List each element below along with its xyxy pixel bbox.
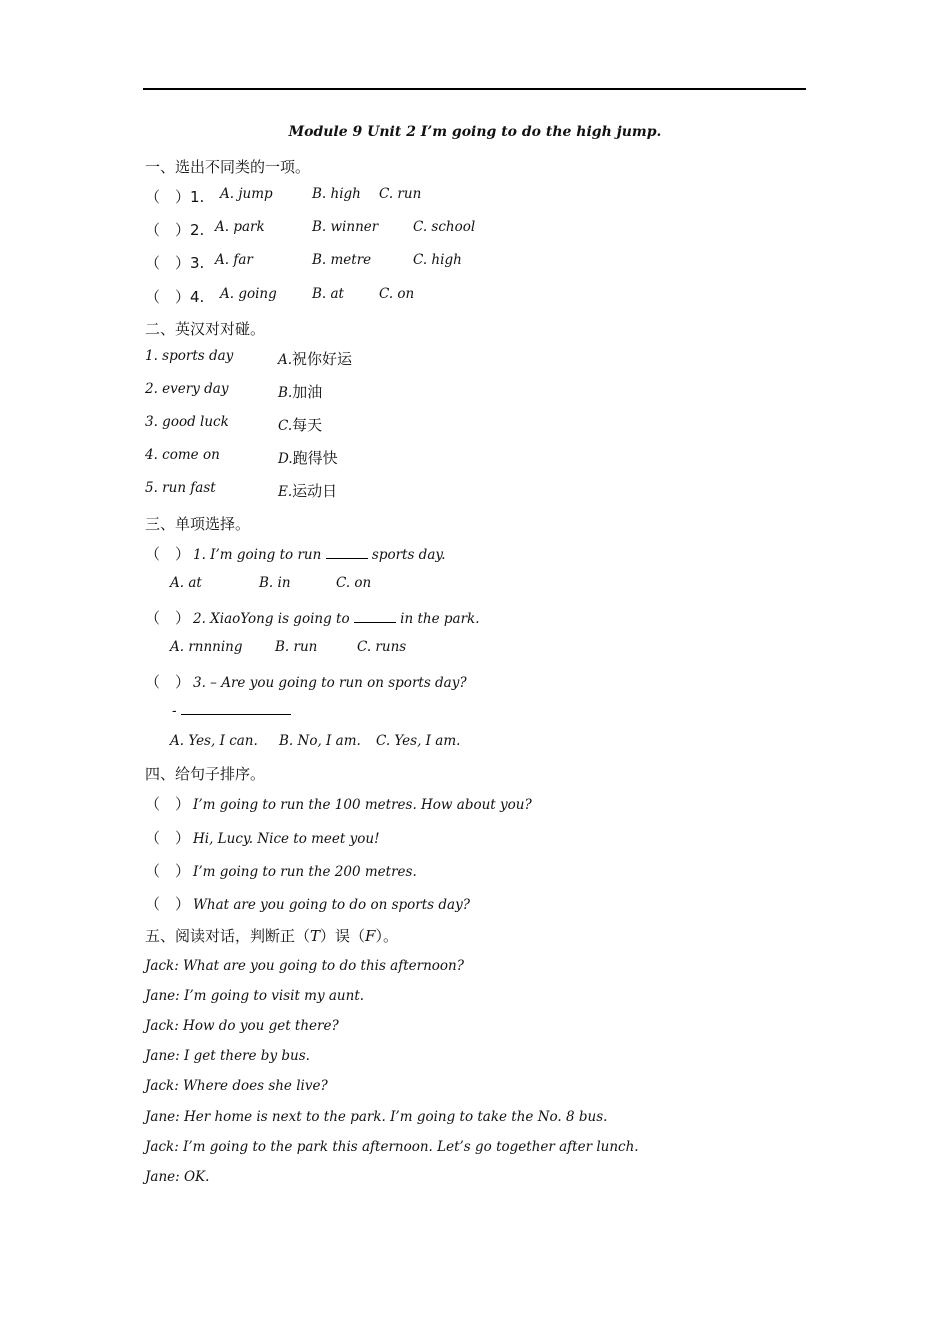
chinese-option <box>278 414 322 435</box>
sentence-text: What are you going to do on sports day? <box>193 897 470 913</box>
answer-paren: （ ） <box>145 862 191 880</box>
option-a: A. at <box>170 575 202 591</box>
chinese-phrase: 加油 <box>292 383 323 401</box>
section5-heading <box>145 925 398 946</box>
section4-heading: 四、给句子排序。 <box>145 765 266 783</box>
item-number: （ ）1. <box>145 188 205 206</box>
worksheet-title: Module 9 Unit 2 I’m going to do the high jump. <box>288 124 662 140</box>
section2-heading: 二、英汉对对碰。 <box>145 320 266 338</box>
chinese-option <box>278 480 337 501</box>
option-b: B. winner <box>312 219 379 235</box>
dialogue-line: Jack: I’m going to the park this afternoon. Let’s go together after lunch. <box>145 1139 639 1155</box>
answer-paren: （ ） <box>145 895 191 913</box>
item-number: （ ）4. <box>145 288 205 306</box>
false-mark: F <box>365 927 376 945</box>
ordering-item <box>145 793 532 814</box>
question-text-end: sports day. <box>371 547 446 563</box>
answer-paren: （ ） <box>145 673 191 691</box>
option-a: A. far <box>215 252 253 268</box>
heading-part: ）。 <box>375 927 398 945</box>
section1-heading: 一、选出不同类的一项。 <box>145 158 311 176</box>
option-b: B. in <box>259 575 291 591</box>
option-letter: B. <box>278 385 293 401</box>
question-text: 3. – Are you going to run on sports day? <box>193 675 467 691</box>
option-letter: C. <box>278 418 293 434</box>
chinese-option <box>278 348 352 369</box>
match-row <box>145 480 338 500</box>
answer-blank <box>354 610 396 623</box>
dialogue-line: Jack: How do you get there? <box>145 1018 339 1034</box>
option-a: A. park <box>215 219 265 235</box>
section1-item <box>145 219 476 240</box>
chinese-option <box>278 381 322 402</box>
english-phrase: 2. every day <box>145 381 229 397</box>
english-phrase: 4. come on <box>145 447 220 463</box>
ordering-item <box>145 860 417 881</box>
match-row <box>145 381 323 401</box>
question-3 <box>145 671 467 692</box>
english-phrase: 5. run fast <box>145 480 216 496</box>
question-1-options <box>170 575 372 591</box>
dialogue-line: Jane: OK. <box>145 1169 210 1185</box>
option-b: B. No, I am. <box>279 733 361 749</box>
question-1 <box>145 543 446 564</box>
section1-item <box>145 286 415 307</box>
question-2 <box>145 607 480 628</box>
section1-item <box>145 252 462 273</box>
option-b: B. run <box>275 639 318 655</box>
chinese-option <box>278 447 338 468</box>
chinese-phrase: 跑得快 <box>292 449 338 467</box>
sentence-text: I’m going to run the 200 metres. <box>193 864 417 880</box>
option-letter: A. <box>278 352 293 368</box>
question-text: 1. I’m going to run <box>193 547 322 563</box>
chinese-phrase: 运动日 <box>292 482 338 500</box>
answer-blank <box>326 546 368 559</box>
answer-paren: （ ） <box>145 795 191 813</box>
option-c: C. high <box>413 252 462 268</box>
option-b: B. high <box>312 186 361 202</box>
dialogue-line: Jack: What are you going to do this afternoon? <box>145 958 464 974</box>
option-a: A. going <box>220 286 277 302</box>
answer-paren: （ ） <box>145 609 191 627</box>
heading-part: 五、阅读对话，判断正（ <box>145 927 311 945</box>
dialogue-line: Jane: Her home is next to the park. I’m going to take the No. 8 bus. <box>145 1109 608 1125</box>
ordering-item <box>145 893 470 914</box>
item-number: （ ）3. <box>145 254 205 272</box>
ordering-item <box>145 827 380 848</box>
question-2-options <box>170 639 407 655</box>
header-rule <box>143 88 806 90</box>
match-row <box>145 348 353 368</box>
english-phrase: 1. sports day <box>145 348 234 364</box>
question-text: 2. XiaoYong is going to <box>193 611 350 627</box>
option-a: A. jump <box>220 186 273 202</box>
english-phrase: 3. good luck <box>145 414 229 430</box>
section1-item <box>145 186 422 207</box>
dialogue-line: Jane: I get there by bus. <box>145 1048 310 1064</box>
option-b: B. at <box>312 286 344 302</box>
option-c: C. on <box>379 286 415 302</box>
sentence-text: I’m going to run the 100 metres. How about you? <box>193 797 532 813</box>
section3-heading: 三、单项选择。 <box>145 515 251 533</box>
dialogue-line: Jack: Where does she live? <box>145 1078 328 1094</box>
option-a: A. Yes, I can. <box>170 733 258 749</box>
option-a: A. rnnning <box>170 639 243 655</box>
item-number: （ ）2. <box>145 221 205 239</box>
option-c: C. runs <box>357 639 407 655</box>
dash: - <box>172 703 177 719</box>
option-c: C. on <box>336 575 372 591</box>
heading-part: ）误（ <box>320 927 366 945</box>
option-c: C. Yes, I am. <box>376 733 461 749</box>
option-c: C. run <box>379 186 422 202</box>
answer-blank <box>181 702 291 715</box>
sentence-text: Hi, Lucy. Nice to meet you! <box>193 831 380 847</box>
question-3-answer-line <box>172 702 291 719</box>
question-text-end: in the park. <box>400 611 480 627</box>
chinese-phrase: 每天 <box>292 416 323 434</box>
option-letter: D. <box>278 451 293 467</box>
answer-paren: （ ） <box>145 829 191 847</box>
option-b: B. metre <box>312 252 372 268</box>
option-c: C. school <box>413 219 476 235</box>
answer-paren: （ ） <box>145 545 191 563</box>
chinese-phrase: 祝你好运 <box>292 350 353 368</box>
match-row <box>145 447 338 467</box>
match-row <box>145 414 323 434</box>
dialogue-line: Jane: I’m going to visit my aunt. <box>145 988 365 1004</box>
true-mark: T <box>310 927 321 945</box>
question-3-options <box>170 733 461 749</box>
option-letter: E. <box>278 484 293 500</box>
